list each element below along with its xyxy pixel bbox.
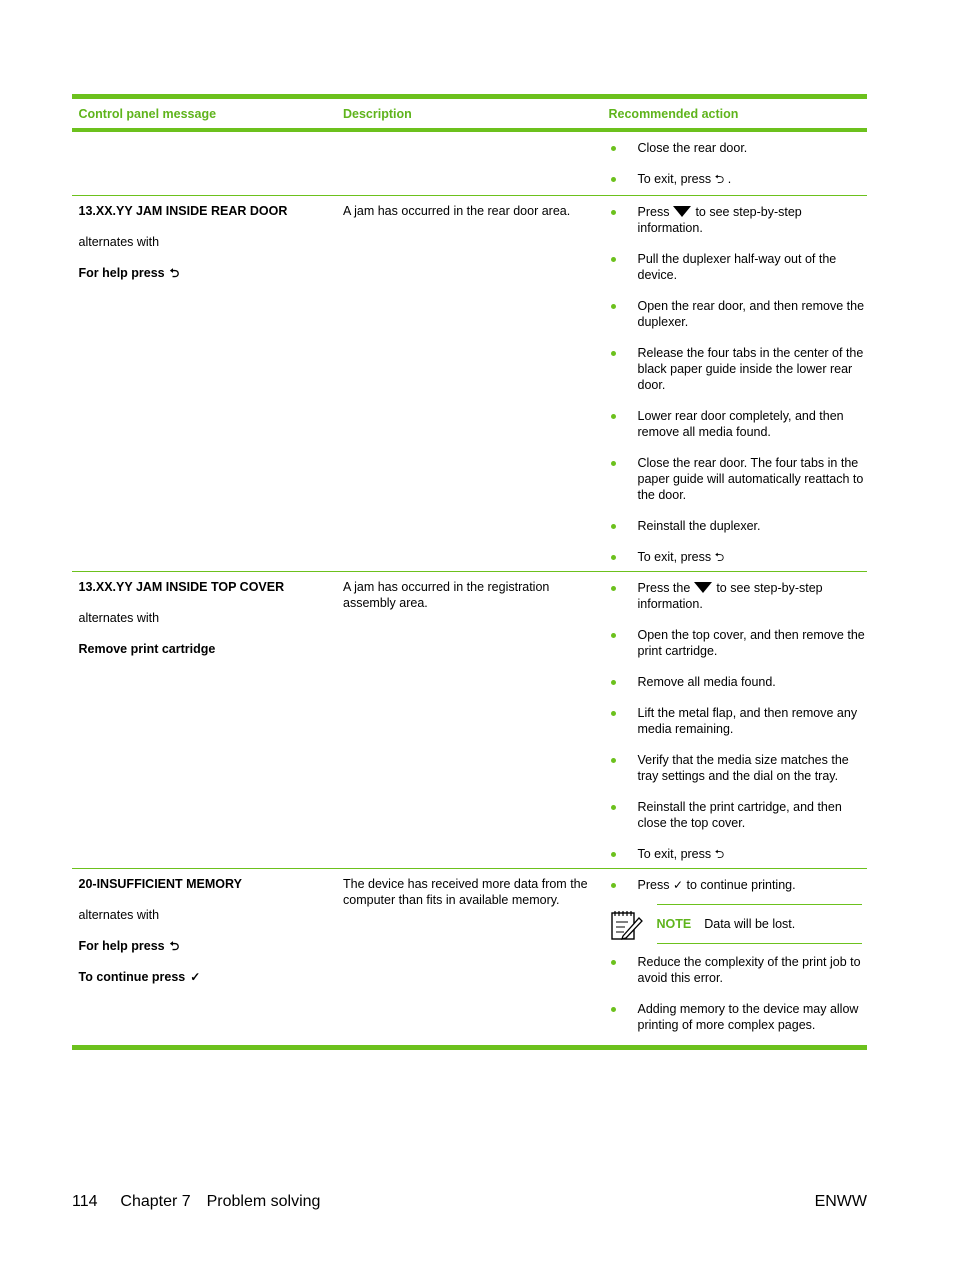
description-cell: A jam has occurred in the rear door area. [343, 204, 571, 218]
message-line [79, 579, 338, 595]
action-list [609, 877, 868, 1033]
table-row [72, 572, 867, 868]
action-text: Release the four tabs in the center of the black paper guide inside the lower rear door. [637, 346, 864, 392]
header-description: Description [343, 106, 412, 121]
bullet-icon [611, 304, 616, 309]
action-text: Open the top cover, and then remove the print cartridge. [637, 628, 865, 658]
page-number: 114 [72, 1193, 98, 1210]
message-text: alternates with [78, 908, 160, 922]
message-cell [72, 132, 337, 195]
bullet-icon [611, 633, 616, 638]
action-list [609, 580, 868, 862]
bullet-icon [611, 758, 616, 763]
bullet-icon [611, 1007, 616, 1012]
message-text: For help press [78, 939, 165, 953]
action-text: to continue printing. [686, 878, 796, 892]
action-cell [602, 196, 867, 571]
message-text: alternates with [78, 611, 160, 625]
action-text: Pull the duplexer half-way out of the device. [637, 252, 837, 282]
table-header [72, 99, 867, 128]
description-cell: A jam has occurred in the registration assembly area. [343, 580, 550, 610]
action-text: Adding memory to the device may allow printing of more complex pages. [637, 1002, 859, 1032]
bullet-icon [611, 177, 616, 182]
troubleshooting-table [72, 94, 867, 1050]
action-item [609, 877, 868, 893]
bullet-icon [611, 146, 616, 151]
action-text: Close the rear door. The four tabs in the paper guide will automatically reattach to the door. [637, 456, 864, 502]
message-line [79, 876, 338, 892]
action-item [609, 674, 868, 690]
action-text: to see step-by-step information. [637, 205, 802, 235]
action-text: Reduce the complexity of the print job to avoid this error. [637, 955, 861, 985]
action-text: Verify that the media size matches the tray settings and the dial on the tray. [637, 753, 849, 783]
table-bottom-rule [72, 1045, 867, 1050]
bullet-icon [611, 555, 616, 560]
action-item [609, 408, 868, 440]
action-item [609, 752, 868, 784]
note-content [657, 904, 863, 944]
footer-left [72, 1193, 320, 1211]
action-text: Press [637, 878, 670, 892]
bullet-icon [611, 960, 616, 965]
action-item [609, 580, 868, 612]
action-item [609, 846, 868, 862]
message-line [79, 938, 338, 954]
note-icon [609, 907, 643, 941]
bullet-icon [611, 461, 616, 466]
action-cell [602, 869, 867, 1045]
action-item [609, 251, 868, 283]
back-arrow-icon: ⮌ [169, 939, 180, 953]
action-text: To exit, press [637, 172, 712, 186]
action-text: to see step-by-step information. [637, 581, 823, 611]
message-text: 20-INSUFFICIENT MEMORY [78, 877, 242, 891]
action-text: Reinstall the print cartridge, and then close the top cover. [637, 800, 842, 830]
action-item [609, 705, 868, 737]
checkmark-icon: ✓ [672, 878, 683, 892]
action-item [609, 455, 868, 503]
action-list [609, 140, 868, 187]
footer-chapter: Chapter 7 [120, 1193, 191, 1210]
message-text: Remove print cartridge [78, 642, 216, 656]
table-row [72, 196, 867, 571]
action-text: Close the rear door. [637, 141, 748, 155]
action-item [609, 518, 868, 534]
footer-section: Problem solving [206, 1193, 321, 1210]
action-item [609, 954, 868, 986]
message-line [79, 265, 338, 281]
message-cell [72, 572, 337, 868]
action-text: To exit, press [637, 550, 712, 564]
action-item [609, 171, 868, 187]
action-text: To exit, press [637, 847, 712, 861]
note-text: Data will be lost. [704, 917, 796, 931]
down-arrow-icon [673, 206, 691, 217]
message-text: 13.XX.YY JAM INSIDE REAR DOOR [78, 204, 288, 218]
message-line [79, 969, 338, 985]
message-line [79, 203, 338, 219]
bullet-icon [611, 524, 616, 529]
action-text: Remove all media found. [637, 675, 776, 689]
action-cell [602, 132, 867, 195]
message-line [79, 610, 338, 626]
action-text: Press the [637, 581, 691, 595]
message-text: 13.XX.YY JAM INSIDE TOP COVER [78, 580, 285, 594]
message-text: To continue press [78, 970, 186, 984]
action-text: Lift the metal flap, and then remove any media remaining. [637, 706, 858, 736]
note-label: NOTE [656, 917, 692, 931]
back-arrow-icon: ⮌ [714, 550, 725, 564]
message-line [79, 641, 338, 657]
action-cell [602, 572, 867, 868]
bullet-icon [611, 711, 616, 716]
table-row [72, 869, 867, 1045]
action-text: . [727, 172, 732, 186]
action-text: Press [637, 205, 670, 219]
action-text: Open the rear door, and then remove the duplexer. [637, 299, 865, 329]
action-item [609, 140, 868, 156]
bullet-icon [611, 805, 616, 810]
back-arrow-icon: ⮌ [169, 266, 180, 280]
back-arrow-icon: ⮌ [714, 172, 725, 186]
back-arrow-icon: ⮌ [714, 847, 725, 861]
description-cell: The device has received more data from the computer than fits in available memory. [343, 877, 588, 907]
message-cell [72, 869, 337, 1045]
message-line [79, 234, 338, 250]
header-control-panel-message: Control panel message [78, 106, 217, 121]
table-body [72, 132, 867, 1045]
action-item [609, 345, 868, 393]
message-text: For help press [78, 266, 165, 280]
action-item [609, 549, 868, 565]
action-text: Reinstall the duplexer. [637, 519, 761, 533]
table-row [72, 132, 867, 195]
action-text: Lower rear door completely, and then remove all media found. [637, 409, 844, 439]
bullet-icon [611, 680, 616, 685]
bullet-icon [611, 257, 616, 262]
bullet-icon [611, 883, 616, 888]
action-item [609, 1001, 868, 1033]
checkmark-icon: ✓ [190, 970, 201, 984]
message-line [79, 907, 338, 923]
bullet-icon [611, 351, 616, 356]
message-text: alternates with [78, 235, 160, 249]
note-box [609, 904, 863, 944]
header-recommended-action: Recommended action [608, 106, 739, 121]
down-arrow-icon [694, 582, 712, 593]
bullet-icon [611, 852, 616, 857]
description-cell [337, 132, 602, 195]
message-cell [72, 196, 337, 571]
footer-right: ENWW [814, 1193, 867, 1210]
bullet-icon [611, 210, 616, 215]
bullet-icon [611, 586, 616, 591]
bullet-icon [611, 414, 616, 419]
action-list [609, 204, 868, 565]
action-item [609, 627, 868, 659]
action-item [609, 799, 868, 831]
action-item [609, 298, 868, 330]
action-item [609, 204, 868, 236]
